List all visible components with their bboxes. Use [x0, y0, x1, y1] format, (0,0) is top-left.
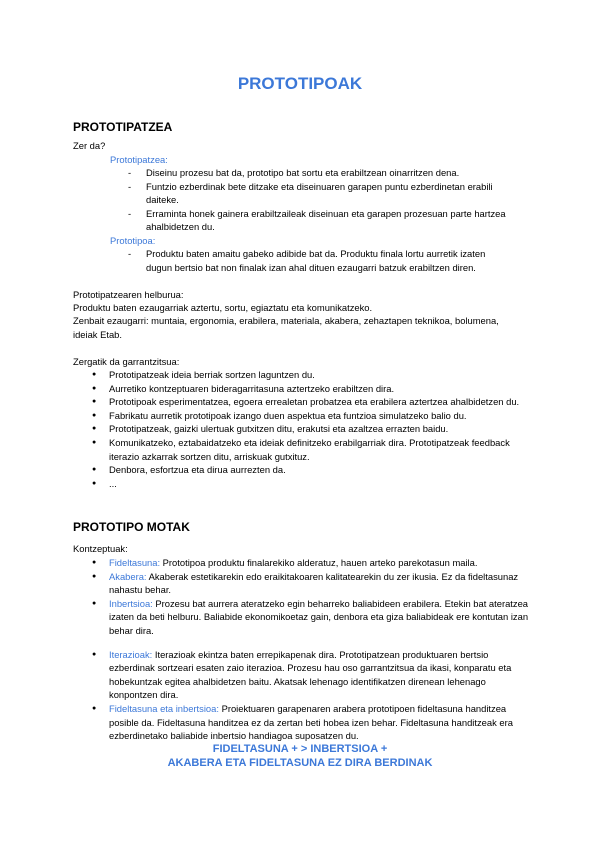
list-item: ● Prototipoak esperimentatzea, egoera errealetan probatzea eta erabilera aztertzea ahalbidetzen du.: [92, 395, 532, 409]
term-text: Prozesu bat aurrera ateratzeko egin beharreko baliabideen erabilera. Etekin bat ateratzea izaten da beti helburu. Baliabide ekonomikoetaz gain, denbora eta giza baliabideak ere kontutan izan behar dira.: [109, 597, 529, 636]
list-item: - Produktu baten amaitu gabeko adibide bat da. Produktu finala lortu aurretik izaten dugun bertsio bat non finalak izan ahal dituen ezaugarri batzuk erabiltzen diren.: [128, 247, 508, 274]
list-item: [92, 648, 532, 702]
zergatik-title: Zergatik da garrantzitsua:: [73, 356, 180, 367]
list-item: ● Komunikatzeko, eztabaidatzeko eta ideiak definitzeko erabilgarriak dira. Prototipatzeak feedback iterazio azkarrak sortzen ditu, arriskuak gutxituz.: [92, 436, 532, 463]
list-item: - Diseinu prozesu bat da, prototipo bat sortu eta erabiltzean oinarritzen dena.: [128, 166, 508, 180]
page-title: PROTOTIPOAK: [237, 74, 363, 93]
list-item: ● Prototipatzeak ideia berriak sortzen laguntzen du.: [92, 368, 532, 382]
list-item: [92, 556, 532, 570]
term-text: Proiektuaren garapenaren arabera prototipoen fideltasuna handitzea posible da. Fideltasuna handitzea ez da zertan beti hobea izen behar. Fideltasuna handitzeak era ezberdinetako baliabide inbertsio handiagoa suposatzen du.: [109, 702, 513, 742]
section-heading-prototipatzea: PROTOTIPATZEA: [73, 120, 173, 134]
term-label: Iterazioak:: [109, 648, 153, 660]
kontzeptuak-list: [92, 556, 532, 743]
term-text: Iterazioak ekintza baten errepikapenak dira. Prototipatzean produktuaren bertsio ezberdinak sortzeari esaten zaio iterazioa. Prozesu hau oso garrantzitsua da ikasi, konparatu eta hobekuntzak egitea ahalbidetzen baitu. Akatsak lehenago identifikatzen direnean lehenago konpontzen dira.: [109, 648, 512, 701]
helburua-line: Zenbait ezaugarri: muntaia, ergonomia, erabilera, materiala, akabera, zehaztapen teknikoa, bolumena, ideiak Etab.: [73, 315, 499, 340]
question-text: Zer da?: [73, 140, 106, 151]
list-item: ● ...: [92, 477, 532, 491]
prototipatzea-list: [128, 166, 508, 234]
list-item: [92, 570, 532, 597]
list-item: ● Denbora, esfortzua eta dirua aurrezten da.: [92, 463, 532, 477]
term-text: Akaberak estetikarekin edo eraikitakoaren kalitatearekin du zer ikusia. Ez da fideltasunaz nahastu behar.: [109, 570, 519, 596]
section-heading-prototipo-motak: PROTOTIPO MOTAK: [73, 520, 190, 534]
footer-line-1: FIDELTASUNA + > INBERTSIOA +: [212, 743, 388, 755]
term-label: Fideltasuna:: [109, 557, 161, 568]
term-label: Akabera:: [109, 570, 147, 582]
prototipatzea-label: Prototipatzea:: [110, 154, 168, 165]
prototipoa-label: Prototipoa:: [110, 235, 156, 246]
footer-line-2: AKABERA ETA FIDELTASUNA EZ DIRA BERDINAK: [167, 757, 433, 769]
list-item: ● Fabrikatu aurretik prototipoak izango duen aspektua eta funtzioa simulatzeko balio du.: [92, 409, 532, 423]
list-item: [92, 597, 532, 638]
helburua-line: Produktu baten ezaugarriak aztertu, sortu, egiaztatu eta komunikatzeko.: [73, 302, 373, 313]
zergatik-list: [92, 368, 532, 490]
list-item: - Funtzio ezberdinak bete ditzake eta diseinuaren garapen puntu ezberdinetan erabili daiteke.: [128, 180, 508, 207]
term-text: Prototipoa produktu finalarekiko alderatuz, hauen arteko parekotasun maila.: [160, 557, 478, 568]
term-label: Fideltasuna eta inbertsioa:: [109, 702, 219, 714]
prototipoa-list: [128, 247, 508, 274]
list-item: ● Aurretiko kontzeptuaren bideragarritasuna aztertzeko erabiltzen dira.: [92, 382, 532, 396]
term-label: Inbertsioa:: [109, 597, 153, 609]
list-item: ● Prototipatzeak, gaizki ulertuak gutxitzen ditu, erakutsi eta azaltzea errazten baidu.: [92, 422, 532, 436]
helburua-title: Prototipatzearen helburua:: [73, 289, 184, 300]
kontzeptuak-label: Kontzeptuak:: [73, 543, 128, 554]
list-item: [92, 702, 532, 743]
list-item: - Erraminta honek gainera erabiltzaileak diseinuan eta garapen prozesuan parte hartzea ahalbidetzen du.: [128, 207, 508, 234]
